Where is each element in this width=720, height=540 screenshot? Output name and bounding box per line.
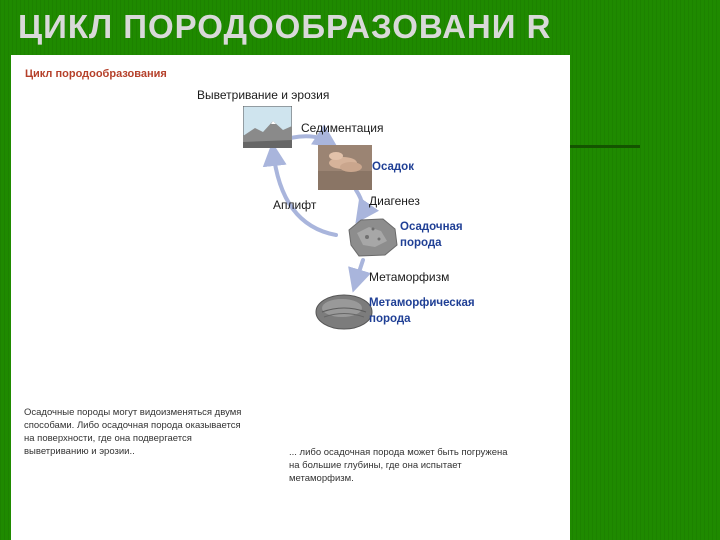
label-diagenesis: Диагенез bbox=[369, 194, 420, 208]
label-sedimentary-rock-line2: порода bbox=[400, 237, 442, 249]
arrow-metamorphism bbox=[355, 260, 363, 285]
note-right-line: метаморфизм. bbox=[289, 473, 354, 484]
diagram-panel bbox=[11, 55, 570, 540]
metamorphic-rock-image bbox=[314, 290, 374, 332]
note-left bbox=[24, 406, 284, 458]
mountain-image bbox=[243, 106, 292, 148]
slide-title: ЦИКЛ ПОРОДООБРАЗОВАНИ R bbox=[18, 8, 552, 45]
label-sedimentation: Седиментация bbox=[301, 121, 384, 135]
diagram-title: Цикл породообразования bbox=[25, 68, 167, 80]
note-right bbox=[289, 446, 559, 485]
label-sediment: Осадок bbox=[372, 161, 414, 173]
label-uplift: Аплифт bbox=[273, 198, 317, 212]
label-metamorphic-rock-line1: Метаморфическая bbox=[369, 297, 475, 309]
sedimentary-rock-image bbox=[345, 215, 399, 259]
label-sedimentary-rock bbox=[400, 219, 463, 251]
note-left-line: выветриванию и эрозии.. bbox=[24, 446, 135, 457]
label-metamorphic-rock-line2: порода bbox=[369, 313, 411, 325]
note-right-line: ... либо осадочная порода может быть погружена bbox=[289, 447, 508, 458]
label-weathering: Выветривание и эрозия bbox=[197, 88, 330, 102]
note-left-line: Осадочные породы могут видоизменяться двумя bbox=[24, 407, 242, 418]
note-left-line: на поверхности, где она подвергается bbox=[24, 433, 192, 444]
decorative-line bbox=[570, 145, 640, 148]
sediment-image bbox=[318, 145, 372, 190]
label-sedimentary-rock-line1: Осадочная bbox=[400, 221, 463, 233]
note-right-line: на большие глубины, где она испытает bbox=[289, 460, 462, 471]
label-metamorphic-rock bbox=[369, 295, 475, 327]
note-left-line: способами. Либо осадочная порода оказывается bbox=[24, 420, 241, 431]
arrow-diagenesis bbox=[356, 190, 363, 217]
label-metamorphism: Метаморфизм bbox=[369, 270, 450, 284]
